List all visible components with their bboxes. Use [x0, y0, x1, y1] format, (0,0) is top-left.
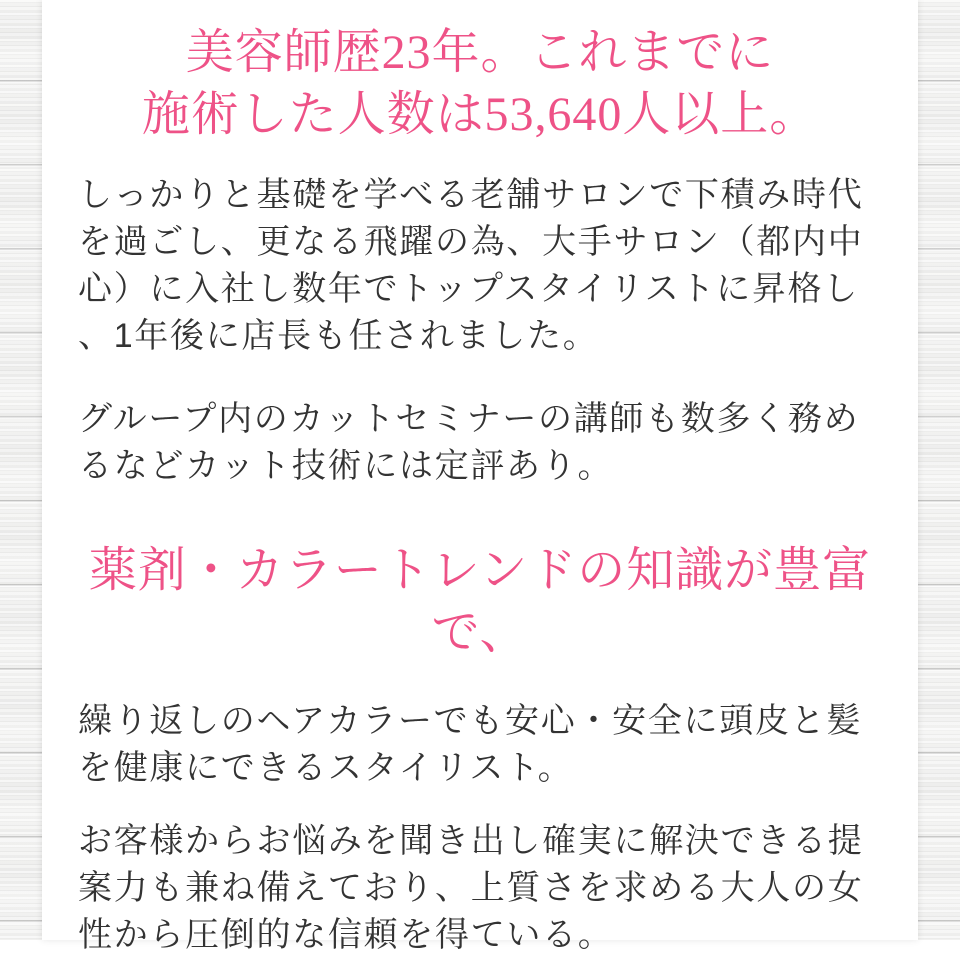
main-heading-line1: 美容師歴23年。これまでに	[185, 26, 775, 79]
career-history-paragraph: しっかりと基礎を学べる老舗サロンで下積み時代を過ごし、更なる飛躍の為、大手サロン（都内中心）に入社し数年でトップスタイリストに昇格し、1年後に店長も任されました。	[78, 176, 864, 355]
main-heading	[78, 22, 882, 146]
hair-color-paragraph: 繰り返しのヘアカラーでも安心・安全に頭皮と髪を健康にできるスタイリスト。	[78, 702, 863, 787]
content-panel	[42, 0, 918, 954]
customer-trust-paragraph: お客様からお悩みを聞き出し確実に解決できる提案力も兼ね備えており、上質さを求める大人の女性から圧倒的な信頼を得ている。	[78, 822, 864, 954]
main-heading-line2: 施術した人数は53,640人以上。	[141, 88, 819, 141]
sub-heading: 薬剤・カラートレンドの知識が豊富で、	[88, 544, 872, 659]
cut-seminar-paragraph: グループ内のカットセミナーの講師も数多く務めるなどカット技術には定評あり。	[78, 400, 860, 485]
